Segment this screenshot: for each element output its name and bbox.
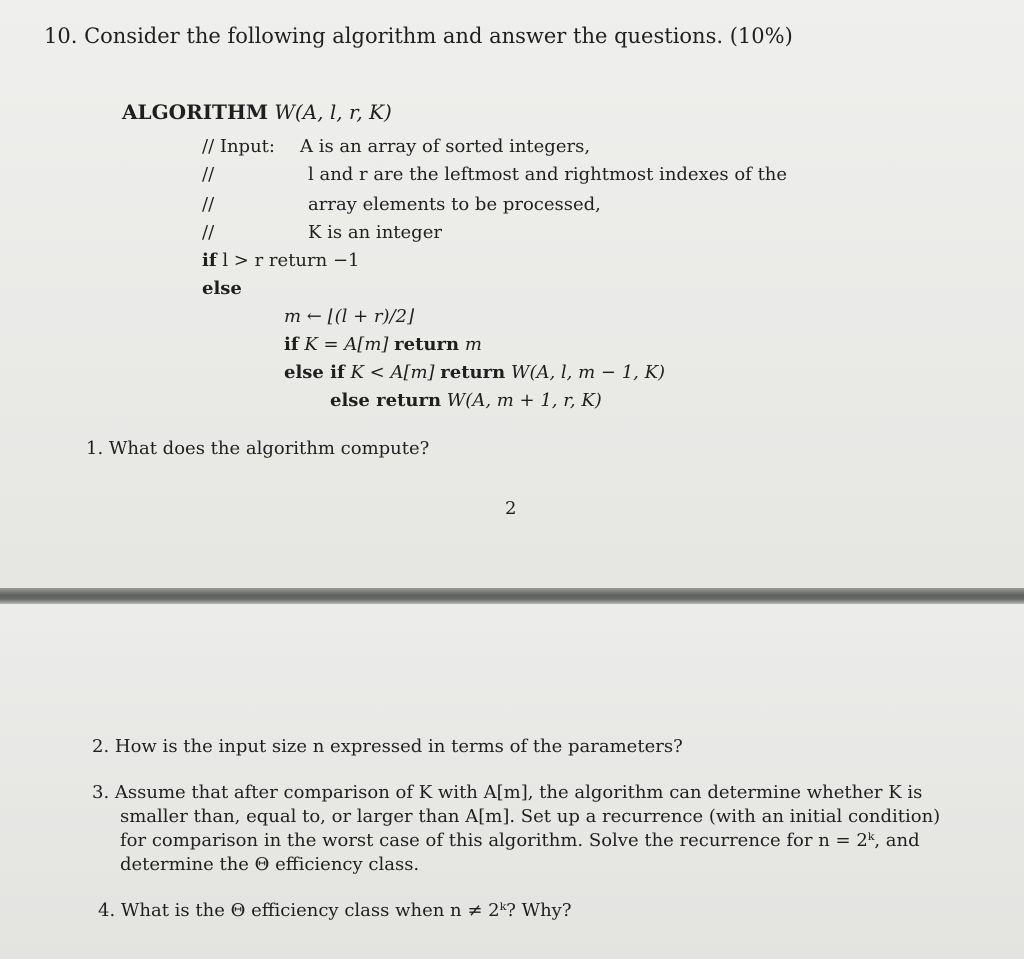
if-eq-line <box>284 334 482 355</box>
elseif-keyword: else if <box>284 362 345 383</box>
algorithm-keyword: ALGORITHM <box>122 100 268 124</box>
question-3-line-1: 3. Assume that after comparison of K with A[m], the algorithm can determine whether K is <box>92 782 923 803</box>
else-return-keyword: else return <box>330 390 442 411</box>
comment-text-3: array elements to be processed, <box>308 194 601 215</box>
question-3-line-3: for comparison in the worst case of this algorithm. Solve the recurrence for n = 2ᵏ, and <box>120 830 920 851</box>
page-divider <box>0 588 1024 604</box>
comment-prefix-3: // <box>202 194 215 215</box>
question-3-line-2: smaller than, equal to, or larger than A[m]. Set up a recurrence (with an initial condition) <box>120 806 941 827</box>
if-eq-condition: K = A[m] <box>304 334 389 355</box>
comment-text-2: l and r are the leftmost and rightmost indexes of the <box>308 164 788 185</box>
question-title: 10. Consider the following algorithm and answer the questions. (10%) <box>44 24 793 48</box>
else-return-value: W(A, m + 1, r, K) <box>446 390 602 411</box>
else-keyword: else <box>202 278 242 299</box>
if-line <box>202 250 359 271</box>
comment-prefix-2: // <box>202 164 215 185</box>
algorithm-header <box>122 100 392 124</box>
comment-prefix-1: // Input: <box>202 136 275 157</box>
page-number: 2 <box>505 498 517 519</box>
if-eq-value: m <box>464 334 482 355</box>
else-return-line <box>330 390 602 411</box>
if-eq-return: return <box>394 334 460 355</box>
elseif-condition: K < A[m] <box>350 362 435 383</box>
elseif-return: return <box>440 362 506 383</box>
assign-line: m ← ⌊(l + r)/2⌋ <box>284 306 415 327</box>
comment-text-4: K is an integer <box>308 222 442 243</box>
question-2: 2. How is the input size n expressed in terms of the parameters? <box>92 736 683 757</box>
question-3-line-4: determine the Θ efficiency class. <box>120 854 420 875</box>
if-condition: l > r return −1 <box>222 250 360 271</box>
elseif-line <box>284 362 665 383</box>
question-4: 4. What is the Θ efficiency class when n ≠ 2ᵏ? Why? <box>98 900 572 921</box>
elseif-value: W(A, l, m − 1, K) <box>510 362 666 383</box>
if-eq-keyword: if <box>284 334 299 355</box>
comment-text-1: A is an array of sorted integers, <box>300 136 591 157</box>
if-keyword: if <box>202 250 217 271</box>
question-1: 1. What does the algorithm compute? <box>86 438 430 459</box>
algorithm-signature: W(A, l, r, K) <box>274 100 392 124</box>
comment-prefix-4: // <box>202 222 215 243</box>
